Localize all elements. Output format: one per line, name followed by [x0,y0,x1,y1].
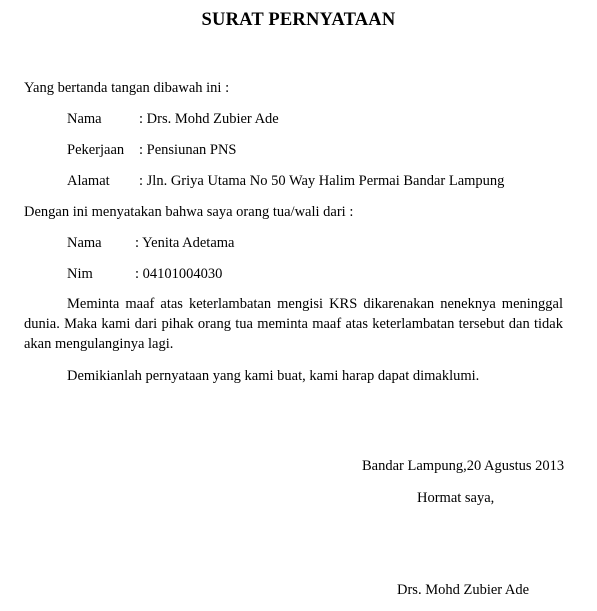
statement-line: Dengan ini menyatakan bahwa saya orang tua/wali dari : [24,204,354,220]
signer-address-value: : Jln. Griya Utama No 50 Way Halim Permai Bandar Lampung [139,173,505,189]
closing-paragraph: Demikianlah pernyataan yang kami buat, kami harap dapat dimaklumi. [67,368,480,384]
body-paragraph: Meminta maaf atas keterlambatan mengisi KRS dikarenakan neneknya meninggal dunia. Maka kami dari pihak orang tua meminta maaf atas keterlambatan tersebut dan tidak akan mengulanginya lagi. [24,296,563,352]
signer-job-label: Pekerjaan [67,142,125,158]
signature-name: Drs. Mohd Zubier Ade [397,582,530,598]
salutation: Hormat saya, [417,490,495,506]
document-title: SURAT PERNYATAAN [201,10,396,30]
student-name-label: Nama [67,235,102,251]
student-nim-value: : 04101004030 [135,266,223,282]
signer-job-value: : Pensiunan PNS [139,142,237,158]
student-name-value: : Yenita Adetama [135,235,235,251]
signer-name-label: Nama [67,111,102,127]
student-nim-label: Nim [67,266,93,282]
signer-name-value: : Drs. Mohd Zubier Ade [139,111,279,127]
place-date: Bandar Lampung,20 Agustus 2013 [362,458,565,474]
intro-line: Yang bertanda tangan dibawah ini : [24,80,230,96]
signer-address-label: Alamat [67,173,110,189]
